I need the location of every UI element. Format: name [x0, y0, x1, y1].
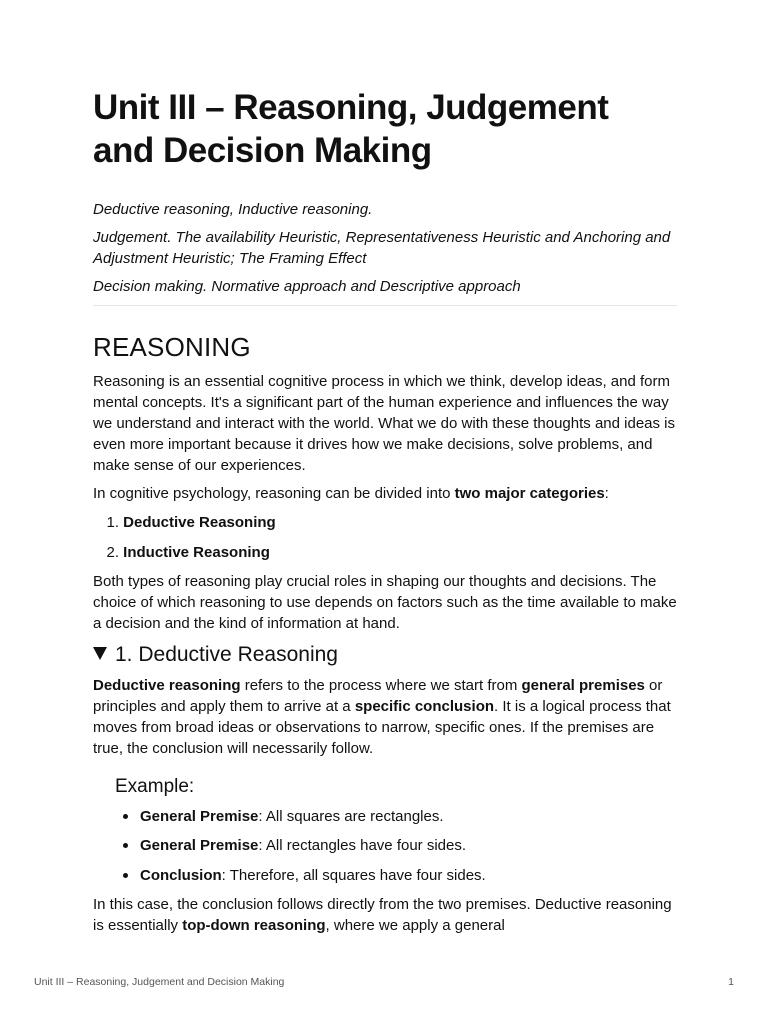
bold-text: Deductive reasoning [93, 677, 241, 694]
bullet-icon [123, 843, 128, 848]
toggle-heading: 1. Deductive Reasoning [115, 643, 338, 666]
bold-text: specific conclusion [354, 698, 495, 715]
bold-text: Conclusion [140, 867, 222, 884]
text: : All rectangles have four sides. [258, 837, 467, 854]
bold-text: top-down reasoning [182, 917, 326, 934]
list-item [93, 512, 276, 533]
text: : [604, 485, 609, 502]
bullet-item [115, 835, 466, 856]
bold-text: general premises [521, 677, 645, 694]
list-number: 2. [106, 544, 119, 561]
toggle-triangle-icon[interactable] [93, 647, 107, 660]
list-item [93, 542, 270, 563]
section-heading: REASONING [93, 332, 251, 362]
text: or principles and apply them to arrive at a [93, 677, 663, 715]
bold-text: two major categories [454, 485, 605, 502]
list-item-label: Deductive Reasoning [123, 514, 276, 531]
page-title: Unit III – Reasoning, Judgement and Decision Making [93, 88, 609, 170]
bullet-icon [123, 873, 128, 878]
text: : All squares are rectangles. [258, 808, 444, 825]
text: . It is a logical process that moves from broad ideas or observations to narrow, specific ones. If the premises are true, the conclusion will necessarily follow. [93, 698, 671, 757]
deductive-toggle[interactable] [93, 641, 338, 669]
bold-text: General Premise [140, 808, 259, 825]
text: , where we apply a general [325, 917, 505, 934]
deductive-definition [93, 675, 677, 759]
intro-paragraph: Reasoning is an essential cognitive process in which we think, develop ideas, and form mental concepts. It's a significant part of the human experience and influences the way we understand and interact with the world. What we do with these thoughts and ideas is even more important because it drives how we make decisions, solve problems, and make sense of our experiences. [93, 373, 676, 474]
text: In cognitive psychology, reasoning can be divided into [93, 485, 455, 502]
subtitle-line: Judgement. The availability Heuristic, Representativeness Heuristic and Anchoring and Adjustment Heuristic; The Framing Effect [93, 229, 671, 267]
subtitle-line: Deductive reasoning, Inductive reasoning. [93, 201, 373, 218]
closing-paragraph [93, 894, 677, 936]
list-item-label: Inductive Reasoning [123, 544, 270, 561]
page-number: 1 [728, 976, 734, 988]
divider [93, 305, 677, 306]
example-heading: Example: [115, 776, 195, 797]
bold-text: General Premise [140, 837, 259, 854]
both-types-paragraph: Both types of reasoning play crucial roles in shaping our thoughts and decisions. The choice of which reasoning to use depends on factors such as the time available to make a decision and the kind of information at hand. [93, 573, 677, 632]
text: In this case, the conclusion follows directly from the two premises. Deductive reasoning is essentially [93, 896, 672, 934]
text: : Therefore, all squares have four sides. [221, 867, 486, 884]
page-footer [34, 976, 734, 988]
bullet-icon [123, 814, 128, 819]
list-number: 1. [106, 514, 119, 531]
categories-sentence [93, 483, 677, 504]
subtitle-line: Decision making. Normative approach and Descriptive approach [93, 278, 521, 295]
bullet-item [115, 806, 444, 827]
footer-title: Unit III – Reasoning, Judgement and Decision Making [34, 976, 285, 988]
bullet-item [115, 865, 486, 886]
text: refers to the process where we start from [240, 677, 522, 694]
